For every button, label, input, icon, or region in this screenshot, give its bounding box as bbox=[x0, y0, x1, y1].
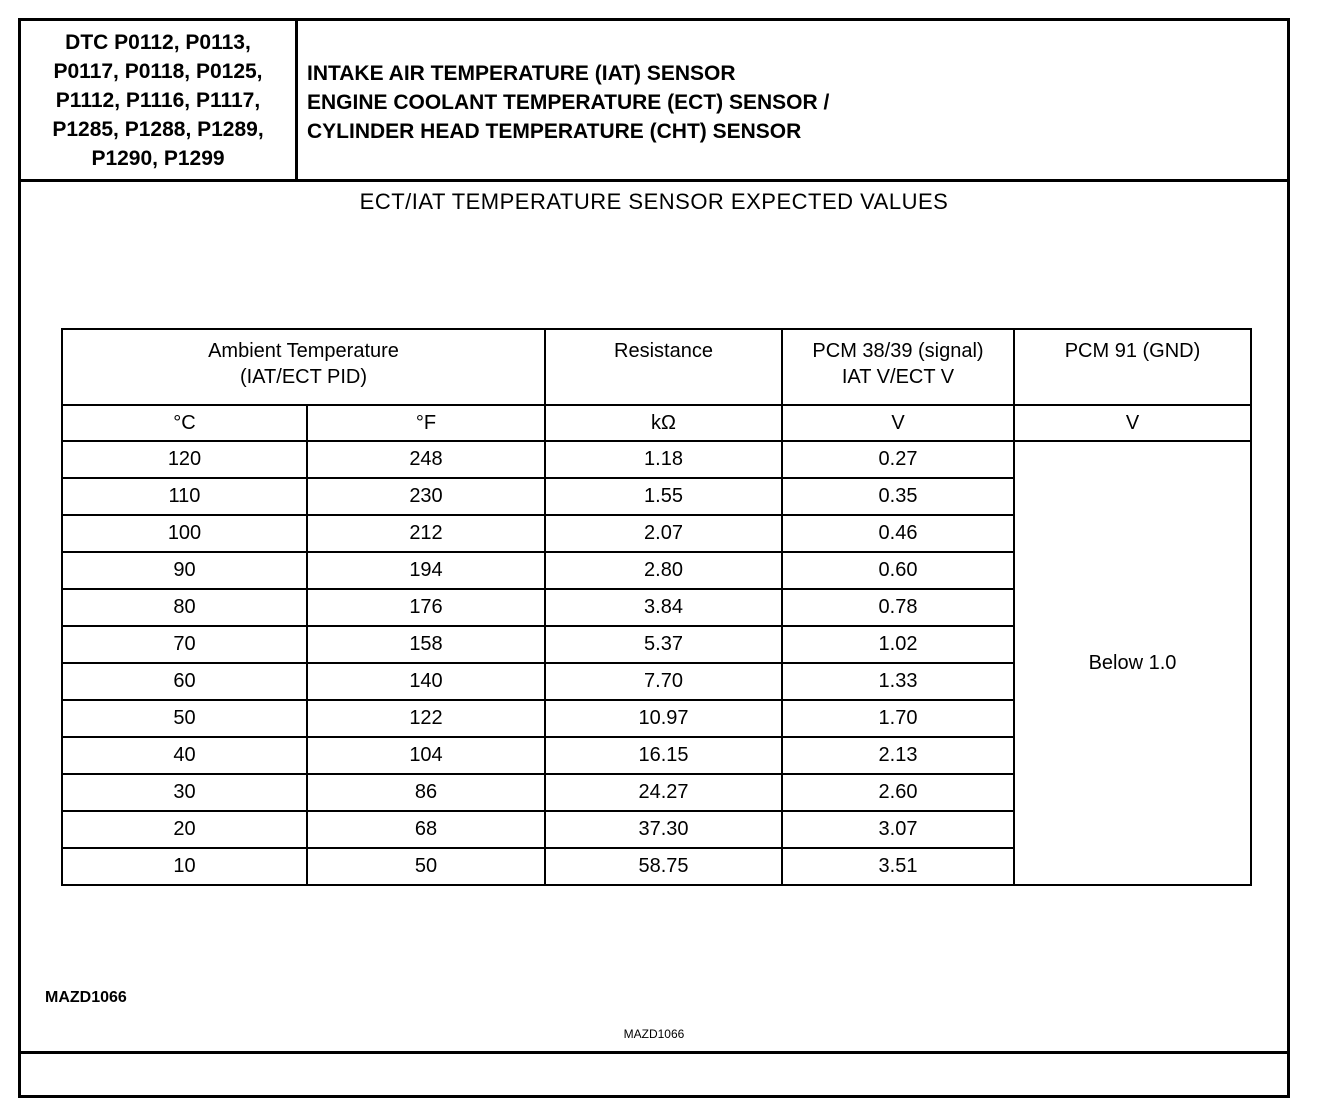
cell-resistance: 1.55 bbox=[545, 478, 782, 515]
cell-celsius: 40 bbox=[62, 737, 307, 774]
cell-fahrenheit: 68 bbox=[307, 811, 545, 848]
cell-signal-voltage: 1.70 bbox=[782, 700, 1014, 737]
cell-signal-voltage: 3.07 bbox=[782, 811, 1014, 848]
dtc-codes: DTC P0112, P0113, P0117, P0118, P0125, P1112, P1116, P1117, P1285, P1288, P1289, P1290, P1299 bbox=[52, 30, 264, 170]
cell-signal-voltage: 0.78 bbox=[782, 589, 1014, 626]
cell-fahrenheit: 122 bbox=[307, 700, 545, 737]
ambient-temperature-header bbox=[62, 329, 545, 405]
cell-signal-voltage: 0.46 bbox=[782, 515, 1014, 552]
cell-resistance: 3.84 bbox=[545, 589, 782, 626]
unit-gnd-volts: V bbox=[1014, 405, 1251, 441]
cell-celsius: 100 bbox=[62, 515, 307, 552]
header bbox=[21, 21, 1287, 182]
figure-code-left: MAZD1066 bbox=[45, 989, 127, 1006]
cell-signal-voltage: 0.35 bbox=[782, 478, 1014, 515]
cell-celsius: 70 bbox=[62, 626, 307, 663]
cell-fahrenheit: 104 bbox=[307, 737, 545, 774]
expected-values-table bbox=[61, 328, 1252, 886]
cell-fahrenheit: 212 bbox=[307, 515, 545, 552]
cell-signal-voltage: 1.33 bbox=[782, 663, 1014, 700]
cell-celsius: 30 bbox=[62, 774, 307, 811]
cell-signal-voltage: 2.60 bbox=[782, 774, 1014, 811]
pcm-signal-label: PCM 38/39 (signal) bbox=[812, 340, 984, 362]
cell-gnd-voltage: Below 1.0 bbox=[1014, 441, 1251, 885]
ambient-temperature-pid-label: (IAT/ECT PID) bbox=[239, 366, 368, 388]
resistance-header bbox=[545, 329, 782, 405]
dtc-code-box bbox=[21, 21, 298, 179]
cell-resistance: 16.15 bbox=[545, 737, 782, 774]
table-row bbox=[62, 441, 1251, 478]
cell-signal-voltage: 0.27 bbox=[782, 441, 1014, 478]
cell-celsius: 60 bbox=[62, 663, 307, 700]
cell-resistance: 2.80 bbox=[545, 552, 782, 589]
section-title: ECT/IAT TEMPERATURE SENSOR EXPECTED VALUES bbox=[359, 189, 949, 214]
ambient-temperature-label: Ambient Temperature bbox=[208, 340, 399, 362]
cell-celsius: 50 bbox=[62, 700, 307, 737]
cell-signal-voltage: 0.60 bbox=[782, 552, 1014, 589]
figure-code-center: MAZD1066 bbox=[623, 1027, 685, 1041]
cell-celsius: 90 bbox=[62, 552, 307, 589]
cell-fahrenheit: 230 bbox=[307, 478, 545, 515]
cell-resistance: 1.18 bbox=[545, 441, 782, 478]
cell-celsius: 120 bbox=[62, 441, 307, 478]
cell-signal-voltage: 1.02 bbox=[782, 626, 1014, 663]
resistance-label: Resistance bbox=[614, 340, 713, 362]
pcm-signal-header bbox=[782, 329, 1014, 405]
cell-resistance: 58.75 bbox=[545, 848, 782, 885]
unit-fahrenheit: °F bbox=[307, 405, 545, 441]
cell-resistance: 5.37 bbox=[545, 626, 782, 663]
unit-resistance: kΩ bbox=[545, 405, 782, 441]
cell-fahrenheit: 140 bbox=[307, 663, 545, 700]
document-frame bbox=[18, 18, 1290, 1098]
cell-celsius: 110 bbox=[62, 478, 307, 515]
cell-resistance: 10.97 bbox=[545, 700, 782, 737]
unit-celsius: °C bbox=[62, 405, 307, 441]
cell-celsius: 20 bbox=[62, 811, 307, 848]
cell-resistance: 2.07 bbox=[545, 515, 782, 552]
pcm-gnd-label: PCM 91 (GND) bbox=[1064, 340, 1201, 362]
cell-fahrenheit: 86 bbox=[307, 774, 545, 811]
cell-resistance: 24.27 bbox=[545, 774, 782, 811]
cell-signal-voltage: 3.51 bbox=[782, 848, 1014, 885]
unit-signal-volts: V bbox=[782, 405, 1014, 441]
pcm-gnd-header bbox=[1014, 329, 1251, 405]
footer-divider bbox=[21, 1051, 1287, 1054]
cell-resistance: 7.70 bbox=[545, 663, 782, 700]
cell-fahrenheit: 194 bbox=[307, 552, 545, 589]
cell-fahrenheit: 158 bbox=[307, 626, 545, 663]
cell-fahrenheit: 176 bbox=[307, 589, 545, 626]
cell-fahrenheit: 50 bbox=[307, 848, 545, 885]
cell-celsius: 80 bbox=[62, 589, 307, 626]
cell-resistance: 37.30 bbox=[545, 811, 782, 848]
cell-signal-voltage: 2.13 bbox=[782, 737, 1014, 774]
sensor-title: INTAKE AIR TEMPERATURE (IAT) SENSOR ENGINE COOLANT TEMPERATURE (ECT) SENSOR / CYLINDER HEAD TEMPERATURE (CHT) SENSOR bbox=[307, 62, 830, 143]
pcm-signal-sublabel: IAT V/ECT V bbox=[841, 366, 955, 388]
cell-fahrenheit: 248 bbox=[307, 441, 545, 478]
cell-celsius: 10 bbox=[62, 848, 307, 885]
